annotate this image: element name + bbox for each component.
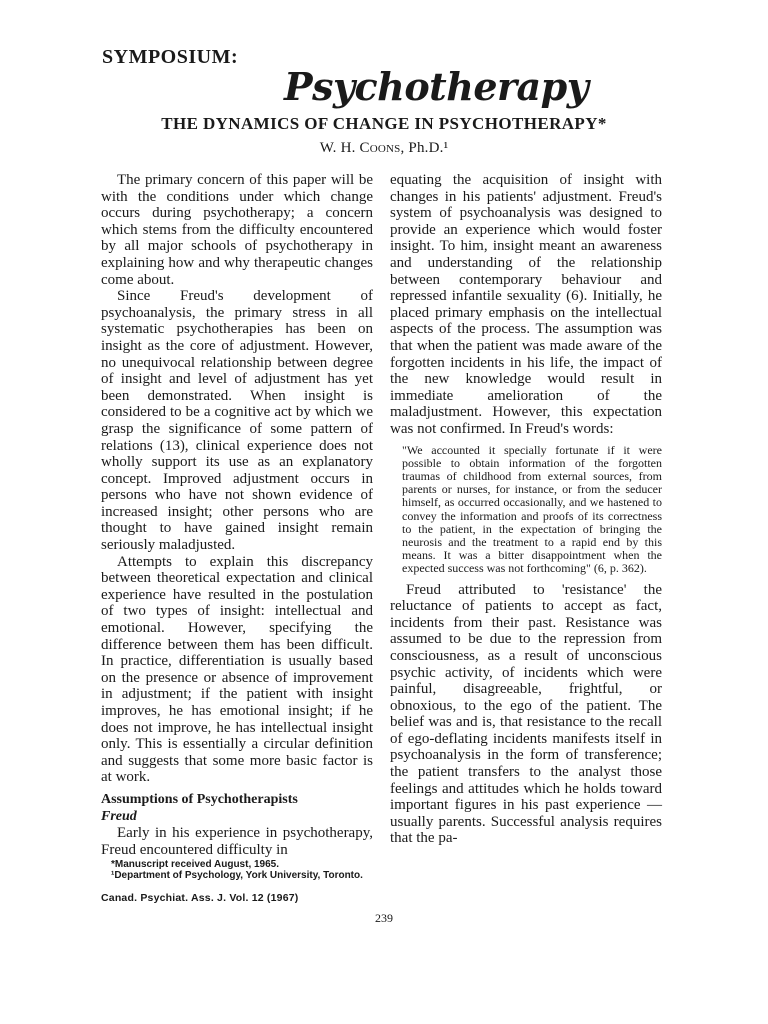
journal-citation: Canad. Psychiat. Ass. J. Vol. 12 (1967) <box>101 892 299 904</box>
paragraph: Early in his experience in psychotherapy, Freud encountered difficulty in <box>101 825 373 858</box>
author-surname: Coons <box>359 140 401 156</box>
symposium-label: SYMPOSIUM: <box>102 46 239 68</box>
page-number: 239 <box>375 911 393 925</box>
author-initials: W. H. <box>319 140 360 156</box>
left-column <box>101 172 373 881</box>
footnote: *Manuscript received August, 1965. <box>111 859 280 871</box>
paragraph: Since Freud's development of psychoanalysis, the primary stress in all systematic psychotherapies has been on insight as the core of adjustment. However, no unequivocal relationship between degree of insight and level of adjustment has yet been demonstrated. When insight is considered to be a cognitive act by which we grasp the significance of some pattern of relations (13), clinical experience does not wholly support its use as an explanatory concept. Improved adjustment occurs in persons who have not shown evidence of increased insight; other persons who are thought to have gained insight remain seriously maladjusted. <box>101 288 373 554</box>
block-quote: "We accounted it specially fortunate if it were possible to obtain information of the forgotten traumas of childhood from external sources, from parents or nurses, for instance, or from the seducer himself, as occurred occasionally, and we hastened to convey the information and proofs of its correctness to the patient, in the expectation of bringing the neurosis and the treatment to a rapid end by this means. It was a bitter disappointment when the expected success was not forthcoming" (6, p. 362). <box>402 442 662 576</box>
author-suffix: , Ph.D.¹ <box>400 140 449 156</box>
subsection-heading: Freud <box>101 808 137 824</box>
footnote: ¹Department of Psychology, York University, Toronto. <box>111 870 363 882</box>
right-column <box>390 172 662 847</box>
article-title: THE DYNAMICS OF CHANGE IN PSYCHOTHERAPY* <box>161 114 607 133</box>
author-line <box>0 140 768 157</box>
footnotes <box>101 859 373 881</box>
paragraph: Attempts to explain this discrepancy between theoretical expectation and clinical experience have resulted in the postulation of two types of insight: intellectual and emotional. However, specifying the difference between them has been difficult. In practice, differentiation is usually based on the presence or absence of improvement in adjustment; if the patient with insight improves, he has emotional insight; if he does not improve, he has intellectual insight only. This is essentially a circular definition and suggests that some more basic factor is at work. <box>101 553 373 786</box>
paragraph: Freud attributed to 'resistance' the reluctance of patients to accept as fact, incidents from their past. Resistance was assumed to be due to the repression from consciousness, as a result of unconscious psychic activity, of incidents which were painful, disagreeable, frightful, or obnoxious, to the ego of the patient. The belief was and is, that resistance to the recall of ego-deflating incidents manifests itself in psychoanalysis in the form of transference; the patient transfers to the analyst those feelings and attitudes which he holds toward important figures in his past experience — usually parents. Successful analysis requires that the pa- <box>390 581 662 847</box>
paragraph: The primary concern of this paper will be with the conditions under which change occurs during psychotherapy; a concern which stems from the difficulty encountered by all major schools of psychotherapy in explaining how and why therapeutic changes come about. <box>101 172 373 288</box>
paragraph: equating the acquisition of insight with changes in his patients' adjustment. Freud's system of psychoanalysis was designed to provide an experience which would foster insight. To him, insight meant an awareness and understanding of the relationship between contemporary behaviour and repressed infantile sexuality (6). Initially, he placed primary emphasis on the intellectual aspects of the process. The assumption was that when the patient was made aware of the forgotten incidents in his life, the impact of the new knowledge would result in immediate amelioration of the maladjustment. However, this expectation was not confirmed. In Freud's words: <box>390 172 662 437</box>
section-heading: Assumptions of Psychotherapists <box>101 791 298 807</box>
symposium-topic-title: Psychotherapy <box>284 64 589 109</box>
